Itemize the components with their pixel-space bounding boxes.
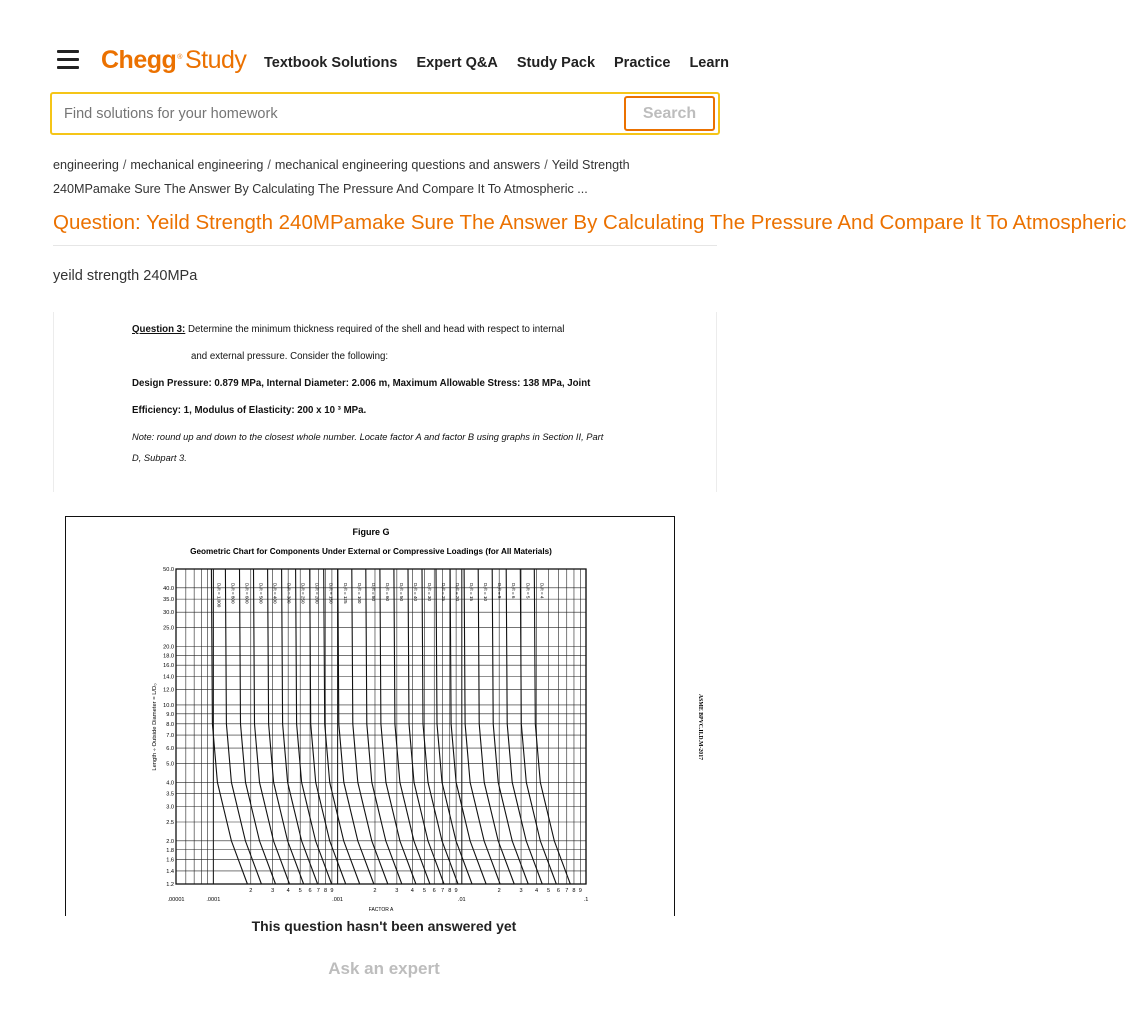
- geometric-chart-image: [65, 516, 703, 916]
- x-minor-tick-label: 7: [440, 888, 445, 894]
- nav-study-pack[interactable]: Study Pack: [516, 55, 596, 71]
- x-minor-tick-label: 6: [432, 888, 436, 894]
- y-tick-label: 3.5: [166, 791, 174, 798]
- question-text: yeild strength 240MPa: [53, 268, 198, 284]
- x-minor-tick-label: 7: [565, 888, 569, 894]
- x-tick-label: .001: [332, 897, 344, 903]
- chart-subtitle: Geometric Chart for Components Under External or Compressive Loadings (for All Materials): [190, 547, 552, 556]
- curve-label: Dₒ/t = 500: [258, 583, 264, 604]
- breadcrumb-current: Yeild Strength 240MPamake Sure The Answer By Calculating The Pressure And Compare It To Atmospheric ...: [53, 158, 630, 196]
- question-line-5: Note: round up and down to the closest whole number. Locate factor A and factor B using graphs in Section II, Part: [132, 432, 604, 442]
- y-tick-label: 1.2: [166, 882, 174, 888]
- curve-label: Dₒ/t = 6: [511, 583, 517, 599]
- x-tick-label: .0001: [206, 897, 221, 903]
- question-image-line: [132, 324, 564, 335]
- site-header: [0, 40, 768, 84]
- x-minor-tick-label: 9: [454, 888, 458, 894]
- x-minor-tick-label: 2: [373, 888, 377, 894]
- nav-textbook-solutions[interactable]: Textbook Solutions: [264, 55, 398, 71]
- nav-practice[interactable]: Practice: [614, 55, 671, 71]
- y-tick-label: 10.0: [163, 702, 174, 709]
- y-tick-label: 1.6: [166, 857, 174, 864]
- question-line-2: and external pressure. Consider the following:: [191, 351, 389, 362]
- curve-label: Dₒ/t = 25: [441, 583, 447, 601]
- x-minor-tick-label: 3: [395, 888, 399, 894]
- nav-expert-qa[interactable]: Expert Q&A: [416, 55, 498, 71]
- title-divider: [53, 245, 717, 246]
- y-tick-label: 9.0: [166, 711, 174, 718]
- breadcrumb-separator: /: [544, 158, 548, 172]
- x-minor-tick-label: 2: [497, 888, 501, 894]
- curve-label: Dₒ/t = 300: [286, 583, 292, 604]
- question-line-1: Determine the minimum thickness required of the shell and head with respect to internal: [188, 324, 565, 335]
- not-answered-message: This question hasn't been answered yet: [251, 918, 517, 934]
- curve-label: Dₒ/t = 10: [483, 583, 489, 601]
- curve-label: Dₒ/t = 60: [384, 583, 390, 601]
- x-tick-label: .00001: [167, 897, 185, 903]
- x-minor-tick-label: 9: [578, 888, 582, 894]
- curve-label: Dₒ/t = 125: [342, 583, 348, 604]
- y-tick-label: 30.0: [163, 610, 174, 617]
- geometric-chart: [66, 517, 703, 917]
- curve-label: Dₒ/t = 400: [272, 583, 278, 604]
- curve-label: Dₒ/t = 30: [426, 583, 432, 601]
- logo-brand: Chegg: [101, 46, 177, 74]
- main-nav: [264, 55, 729, 71]
- x-minor-tick-label: 2: [249, 888, 253, 894]
- x-minor-tick-label: 4: [410, 888, 414, 894]
- x-minor-tick-label: 4: [286, 888, 290, 894]
- y-tick-label: 6.0: [166, 746, 174, 753]
- x-minor-tick-label: 8: [323, 888, 328, 894]
- x-minor-tick-label: 6: [308, 888, 312, 894]
- x-minor-tick-label: 8: [572, 888, 576, 894]
- breadcrumb-mechanical-engineering[interactable]: mechanical engineering: [130, 158, 264, 172]
- x-minor-tick-label: 6: [556, 888, 561, 894]
- y-tick-label: 8.0: [166, 721, 174, 728]
- y-tick-label: 4.0: [166, 780, 174, 787]
- breadcrumb-separator: /: [122, 158, 127, 172]
- breadcrumb-qa[interactable]: mechanical engineering questions and answers: [274, 158, 541, 172]
- y-tick-label: 16.0: [163, 663, 174, 670]
- y-tick-label: 1.8: [166, 847, 174, 854]
- y-tick-label: 2.0: [166, 838, 174, 845]
- curve-label: Dₒ/t = 15: [469, 583, 475, 601]
- x-minor-tick-label: 9: [330, 888, 334, 894]
- x-minor-tick-label: 7: [316, 888, 320, 894]
- curve-label: Dₒ/t = 250: [300, 583, 306, 604]
- side-note: ASME BPVC.II.D.M-2017: [697, 693, 703, 761]
- x-minor-tick-label: 5: [547, 888, 551, 894]
- curve-label: Dₒ/t = 4: [539, 583, 545, 599]
- curve-label: Dₒ/t = 50: [398, 583, 404, 601]
- curve-label: Dₒ/t = 8: [497, 583, 503, 599]
- x-tick-label: .1: [583, 897, 589, 903]
- y-tick-label: 25.0: [163, 625, 174, 632]
- y-tick-label: 5.0: [166, 761, 174, 768]
- x-axis-label: FACTOR A: [368, 907, 394, 913]
- y-tick-label: 1.4: [166, 868, 174, 875]
- curve-label: Dₒ/t = 40: [412, 583, 418, 601]
- x-minor-tick-label: 5: [422, 888, 426, 894]
- curve-label: Dₒ/t = 80: [370, 583, 376, 601]
- question-line-3: Design Pressure: 0.879 MPa, Internal Diameter: 2.006 m, Maximum Allowable Stress: 138 MPa, Joint: [132, 378, 591, 389]
- y-tick-label: 2.5: [166, 820, 174, 827]
- search-input[interactable]: [64, 103, 624, 125]
- curve-label: Dₒ/t = 100: [356, 583, 362, 604]
- x-minor-tick-label: 4: [535, 888, 539, 894]
- x-minor-tick-label: 8: [448, 888, 452, 894]
- y-tick-label: 14.0: [163, 674, 174, 681]
- y-tick-label: 35.0: [163, 597, 174, 604]
- logo-product: Study: [184, 46, 247, 74]
- breadcrumb-separator: /: [267, 158, 271, 172]
- curve-label: Dₒ/t = 5: [525, 583, 531, 599]
- y-tick-label: 3.0: [166, 804, 174, 811]
- chart-curve: [211, 569, 250, 884]
- curve-label: Dₒ/t = 150: [328, 583, 334, 604]
- question-line-6: D, Subpart 3.: [132, 453, 187, 463]
- x-minor-tick-label: 3: [519, 888, 523, 894]
- curve-label: Dₒ/t = 800: [230, 583, 236, 604]
- y-tick-label: 12.0: [163, 687, 174, 694]
- question-line-4: Efficiency: 1, Modulus of Elasticity: 200 x 10 ³ MPa.: [132, 405, 367, 416]
- question-label: Question 3:: [132, 324, 186, 335]
- y-axis-label: Length ÷ Outside Diameter = L/D₀: [152, 683, 158, 771]
- x-minor-tick-label: 5: [298, 888, 302, 894]
- question-image: [53, 312, 717, 492]
- x-minor-tick-label: 3: [271, 888, 275, 894]
- curve-label: Dₒ/t = 20: [455, 583, 461, 601]
- curve-label: Dₒ/t = 200: [314, 583, 320, 604]
- search-bar: [50, 92, 720, 135]
- curve-label: Dₒ/t = 1,000: [216, 583, 222, 608]
- y-tick-label: 40.0: [163, 585, 174, 592]
- nav-learn[interactable]: Learn: [689, 55, 729, 71]
- y-tick-label: 7.0: [166, 733, 174, 740]
- search-button[interactable]: Search: [624, 96, 715, 131]
- menu-icon[interactable]: [57, 50, 79, 68]
- breadcrumb: [53, 153, 703, 201]
- y-tick-label: 18.0: [163, 653, 174, 660]
- y-tick-label: 50.0: [163, 567, 174, 573]
- ask-expert-link[interactable]: Ask an expert: [328, 959, 440, 978]
- x-tick-label: .01: [457, 897, 466, 903]
- question-title: Question: Yeild Strength 240MPamake Sure The Answer By Calculating The Pressure And Compare It To Atmospheric: [53, 211, 1126, 234]
- chart-title: Figure G: [352, 527, 390, 537]
- y-tick-label: 20.0: [163, 644, 174, 651]
- logo-registered-mark: ®: [177, 53, 182, 61]
- chegg-study-logo[interactable]: [101, 46, 246, 75]
- breadcrumb-engineering[interactable]: engineering: [53, 158, 119, 172]
- curve-label: Dₒ/t = 600: [244, 583, 250, 604]
